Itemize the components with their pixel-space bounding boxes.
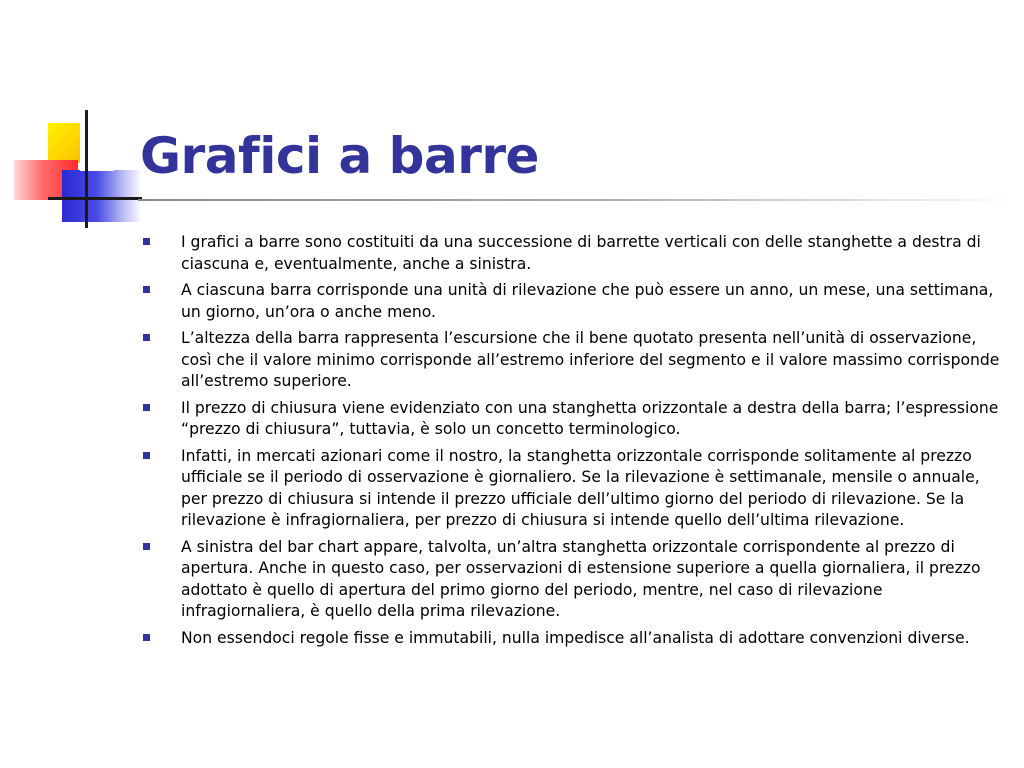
bullet-item <box>140 398 1000 441</box>
title-underline <box>138 199 1018 201</box>
bullet-text: Il prezzo di chiusura viene evidenziato con una stanghetta orizzontale a destra della barra; l’espressione “prezzo di chiusura”, tuttavia, è solo un concetto terminologico. <box>181 398 999 438</box>
bullet-item <box>140 328 1000 393</box>
bullet-text: Infatti, in mercati azionari come il nostro, la stanghetta orizzontale corrisponde solitamente al prezzo ufficiale se il periodo di osservazione è giornaliero. Se la rilevazione è settimanale, mensile o annuale, per prezzo di chiusura si intende il prezzo ufficiale dell’ultimo giorno del periodo di rilevazione. Se la rilevazione è infragiornaliera, per prezzo di chiusura si intende quello dell’ultima rilevazione. <box>181 446 980 529</box>
logo-blue-square <box>62 170 140 222</box>
bullet-text: Non essendoci regole fisse e immutabili, nulla impedisce all’analista di adottare convenzioni diverse. <box>181 628 970 647</box>
square-bullet-icon <box>143 286 150 293</box>
square-bullet-icon <box>143 452 150 459</box>
logo-yellow-square <box>48 123 80 163</box>
bullet-item <box>140 446 1000 532</box>
square-bullet-icon <box>143 238 150 245</box>
bullet-text: A sinistra del bar chart appare, talvolta, un’altra stanghetta orizzontale corrispondente al prezzo di apertura. Anche in questo caso, per osservazioni di estensione superiore a quella giornaliera, il prezzo adottato è quello di apertura del primo giorno del periodo, mentre, nel caso di rilevazione infragiornaliera, è quello della prima rilevazione. <box>181 537 981 620</box>
square-bullet-icon <box>143 404 150 411</box>
slide-title: Grafici a barre <box>140 127 539 185</box>
decorative-logo <box>0 0 150 240</box>
bullet-text: L’altezza della barra rappresenta l’escursione che il bene quotato presenta nell’unità di osservazione, così che il valore minimo corrisponde all’estremo inferiore del segmento e il valore massimo corrisponde all’estremo superiore. <box>181 329 1000 390</box>
bullet-item <box>140 628 1000 650</box>
bullet-item <box>140 280 1000 323</box>
bullet-text: A ciascuna barra corrisponde una unità di rilevazione che può essere un anno, un mese, una settimana, un giorno, un’ora o anche meno. <box>181 281 994 321</box>
bullet-item <box>140 537 1000 623</box>
square-bullet-icon <box>143 634 150 641</box>
logo-horizontal-line <box>48 197 142 200</box>
bullet-item <box>140 232 1000 275</box>
bullet-list <box>140 232 1000 654</box>
logo-vertical-line <box>85 110 88 228</box>
square-bullet-icon <box>143 543 150 550</box>
bullet-text: I grafici a barre sono costituiti da una successione di barrette verticali con delle stanghette a destra di ciascuna e, eventualmente, anche a sinistra. <box>181 233 981 273</box>
square-bullet-icon <box>143 334 150 341</box>
